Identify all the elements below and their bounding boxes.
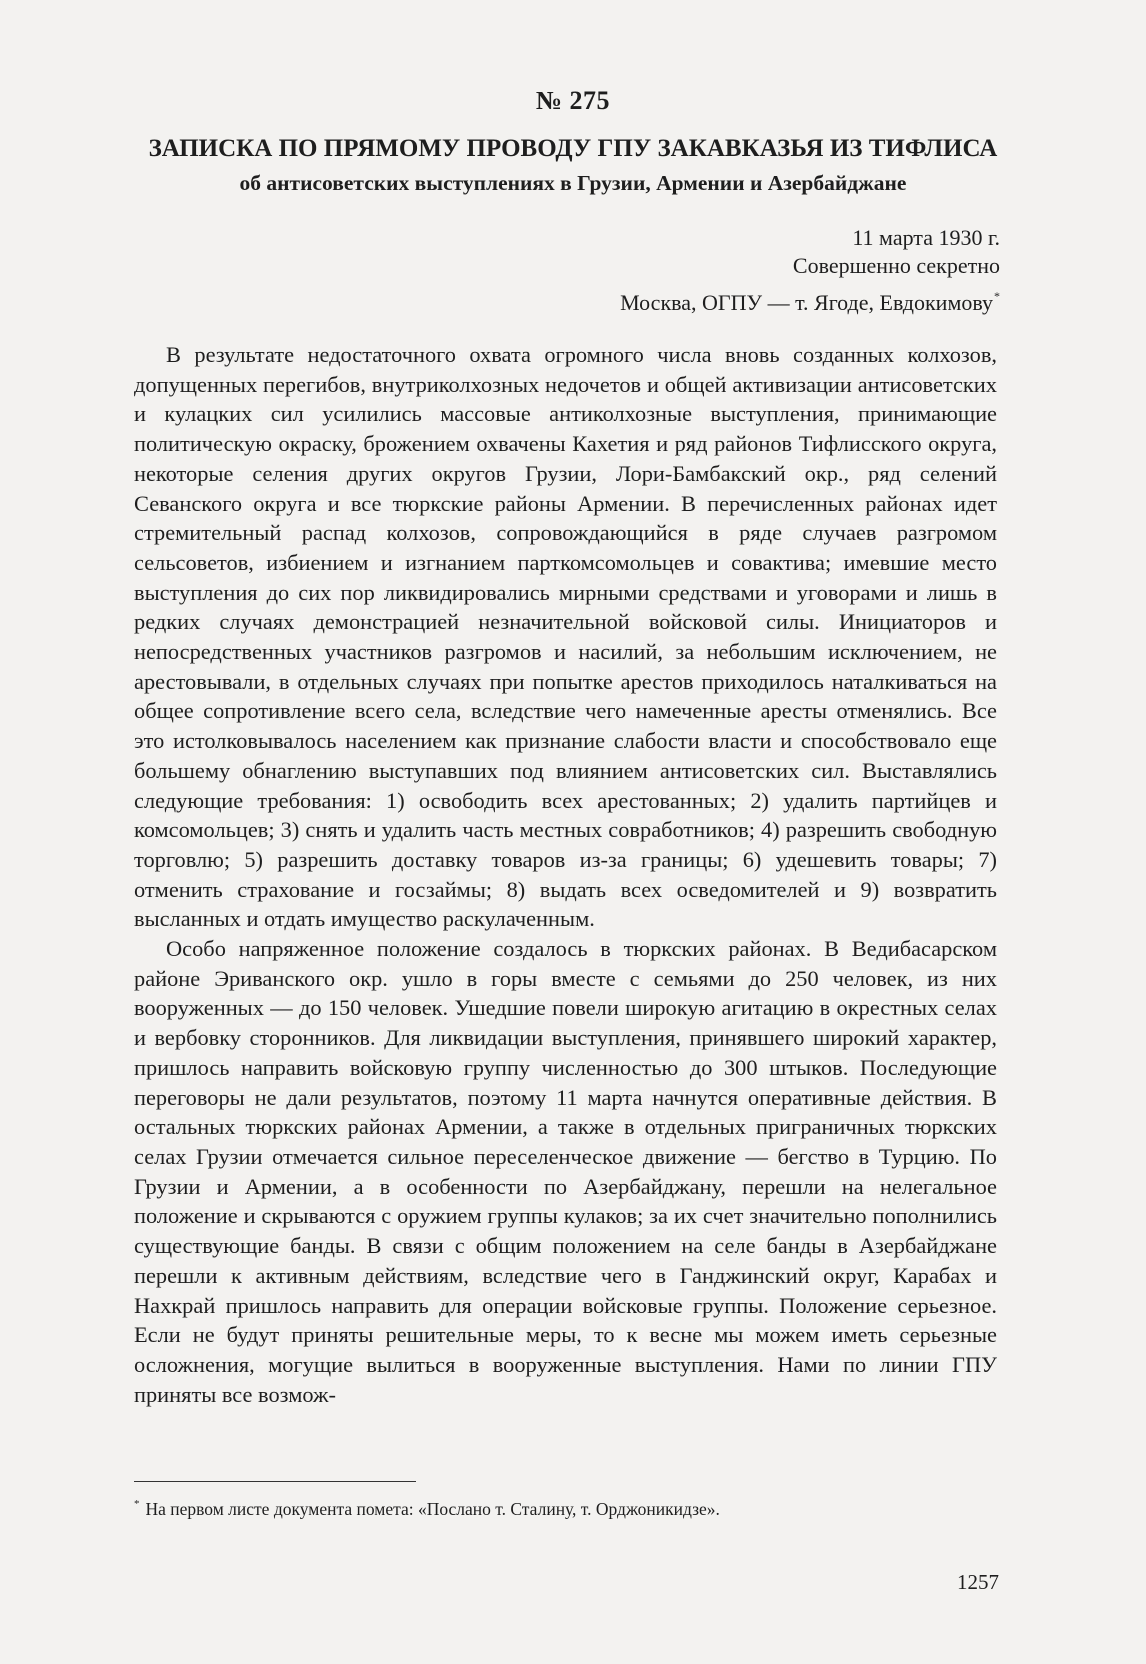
document-body [134, 340, 997, 1409]
classification-label: Совершенно секретно [792, 253, 1000, 278]
body-paragraph: Особо напряженное положение создалось в тюркских районах. В Ведибасарском районе Эриванского окр. ушло в горы вместе с семьями до 250 человек, из них вооруженных — до 150 человек. Ушедшие повели широкую агитацию в окрестных селах и вербовку сторонников. Для ликвидации выступления, принявшего широкий характер, пришлось направить войсковую группу численностью до 300 штыков. Последующие переговоры не дали результатов, поэтому 11 марта начнутся оперативные действия. В остальных тюркских районах Армении, а также в отдельных приграничных тюркских селах Грузии отмечается сильное переселенческое движение — бегство в Турцию. По Грузии и Армении, а в особенности по Азербайджану, перешли на нелегальное положение и скрываются с оружием группы кулаков; за их счет значительно пополнились существующие банды. В связи с общим положением на селе банды в Азербайджане перешли к активным действиям, вследствие чего в Ганджинский округ, Карабах и Нахкрай пришлось направить для операции войсковые группы. Положение серьезное. Если не будут приняты решительные меры, то к весне мы можем иметь серьезные осложнения, могущие вылиться в вооруженные выступления. Нами по линии ГПУ приняты все возмож- [134, 936, 997, 1407]
footnote [134, 1493, 720, 1520]
body-paragraph: В результате недостаточного охвата огромного числа вновь созданных колхозов, допущенных перегибов, внутриколхозных недочетов и общей активизации антисоветских и кулацких сил усилились массовые антиколхозные выступления, принимающие политическую окраску, брожением охвачены Кахетия и ряд районов Тифлисского округа, некоторые селения других округов Грузии, Лори-Бамбакский окр., ряд селений Севанского округа и все тюркские районы Армении. В перечисленных районах идет стремительный распад колхозов, сопровождающийся в ряде случаев разгромом сельсоветов, избиением и изгнанием парткомсомольцев и совактива; имевшие место выступления до сих пор ликвидировались мирными средствами и уговорами и лишь в редких случаях демонстрацией незначительной войсковой силы. Инициаторов и непосредственных участников разгромов и насилий, за небольшим исключением, не арестовывали, в отдельных случаях при попытке арестов приходилось наталкиваться на общее сопротивление всего села, вследствие чего намеченные аресты отменялись. Все это истолковывалось населением как признание слабости власти и способствовало еще большему обнаглению выступавших под влиянием антисоветских сил. Выставлялись следующие требования: 1) освободить всех арестованных; 2) удалить партийцев и комсомольцев; 3) снять и удалить часть местных совработников; 4) разрешить свободную торговлю; 5) разрешить доставку товаров из-за границы; 6) удешевить товары; 7) отменить страхование и госзаймы; 8) выдать всех осведомителей и 9) возвратить высланных и отдать имущество раскулаченным. [134, 342, 997, 932]
addressee-text: Москва, ОГПУ — т. Ягоде, Евдокимову [620, 290, 993, 315]
footnote-reference-mark: * [994, 289, 1000, 303]
document-title: ЗАПИСКА ПО ПРЯМОМУ ПРОВОДУ ГПУ ЗАКАВКАЗЬЯ ИЗ ТИФЛИСА [148, 135, 998, 162]
addressee-line [620, 282, 1000, 317]
document-subtitle: об антисоветских выступлениях в Грузии, Армении и Азербайджане [239, 171, 907, 195]
document-number: № 275 [535, 86, 611, 115]
footnote-separator [134, 1481, 416, 1482]
document-date: 11 марта 1930 г. [852, 225, 1000, 250]
page-number: 1257 [957, 1570, 999, 1594]
footnote-text: На первом листе документа помета: «Послано т. Сталину, т. Орджоникидзе». [145, 1499, 720, 1519]
footnote-mark: * [134, 1498, 140, 1510]
